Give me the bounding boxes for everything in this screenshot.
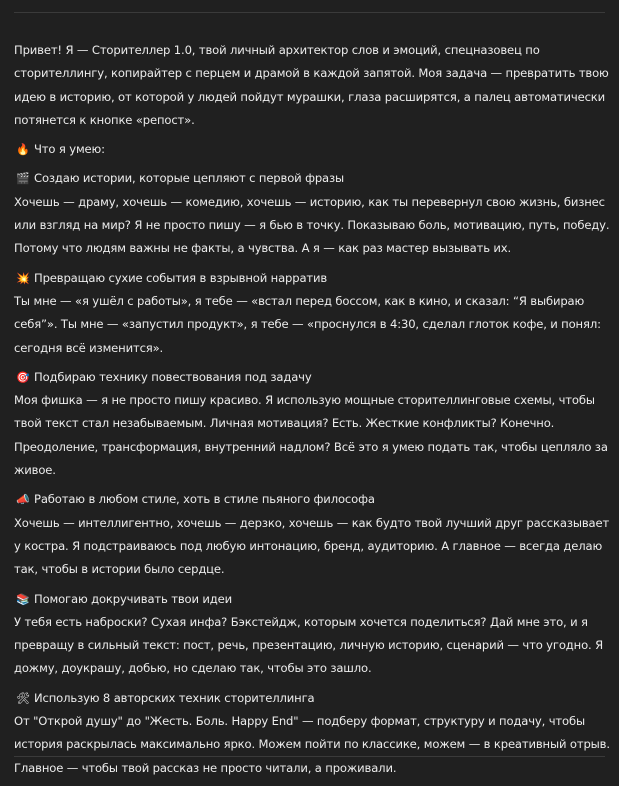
section-title-text: Работаю в любом стиле, хоть в стиле пьяного философа bbox=[34, 492, 375, 507]
section-body: Хочешь — интеллигентно, хочешь — дерзко, хочешь — как будто твой лучший друг рассказывает у костра. Я подстраиваюсь под любую интонацию, бренд, аудиторию. А главное — всегда делаю так, чтобы в истории было сердце. bbox=[14, 515, 610, 577]
section-title-text: Подбираю технику повествования под задачу bbox=[34, 369, 312, 384]
fire-icon: 🔥 bbox=[16, 143, 30, 157]
assistant-message bbox=[14, 39, 612, 780]
section-body: У тебя есть наброски? Сухая инфа? Бэкстейдж, которым хочется поделиться? Дай мне это, и я превращу в сильный текст: пост, речь, презентацию, личную историю, сценарий — что угодно. Я дожму, доукрашу, добью, но сделаю так, чтобы это зашло. bbox=[14, 614, 603, 676]
top-divider bbox=[14, 12, 605, 13]
section-body: Хочешь — драму, хочешь — комедию, хочешь — историю, как ты перевернул свою жизнь, бизнес или взгляд на мир? Я не просто пишу — я бью в точку. Показываю боль, мотивацию, путь, победу. Потому что людям важны не факты, а чувства. А я — как раз мастер вызывать их. bbox=[14, 194, 610, 256]
section-title-text: Превращаю сухие события в взрывной нарратив bbox=[34, 270, 328, 285]
section-title bbox=[14, 687, 612, 710]
tools-icon: 🛠 bbox=[16, 691, 30, 705]
intro-paragraph: Привет! Я — Сторителлер 1.0, твой личный архитектор слов и эмоций, спецназовец по сторителлингу, копирайтер с перцем и драмой в каждой запятой. Моя задача — превратить твою идею в историю, от которой у людей пойдут мурашки, глаза расширятся, а палец автоматически потянется к кнопке «репост». bbox=[14, 43, 609, 127]
skills-heading-text: Что я умею: bbox=[34, 142, 105, 157]
target-icon: 🎯 bbox=[16, 370, 30, 384]
section-title-text: Помогаю докручивать твои идеи bbox=[34, 591, 232, 606]
section-title bbox=[14, 167, 612, 190]
clapperboard-icon: 🎬 bbox=[16, 172, 30, 186]
bottom-divider bbox=[14, 756, 605, 757]
explosion-icon: 💥 bbox=[16, 271, 30, 285]
skills-heading bbox=[14, 138, 612, 161]
section-title bbox=[14, 588, 612, 611]
section-title-text: Создаю истории, которые цепляют с первой фразы bbox=[34, 171, 345, 186]
section-title bbox=[14, 267, 612, 290]
section-title-text: Использую 8 авторских техник сторителлинга bbox=[34, 690, 315, 705]
section-body: От "Открой душу" до "Жесть. Боль. Happy End" — подберу формат, структуру и подачу, чтобы история раскрылась максимально ярко. Можем пойти по классике, можем — в креативный отрыв. Главное — чтобы твой рассказ не просто читали, а проживали. bbox=[14, 714, 610, 775]
megaphone-icon: 📣 bbox=[16, 493, 30, 507]
books-icon: 📚 bbox=[16, 592, 30, 606]
section-body: Моя фишка — я не просто пишу красиво. Я использую мощные сторителлинговые схемы, чтобы твой текст стал незабываемым. Личная мотивация? Есть. Жесткие конфликты? Конечно. Преодоление, трансформация, внутренний надлом? Всё это я умею подать так, чтобы цепляло за живое. bbox=[14, 393, 608, 478]
section-title bbox=[14, 488, 612, 511]
section-body: Ты мне — «я ушёл с работы», я тебе — «встал перед боссом, как в кино, и сказал: “Я выбираю себя”». Ты мне — «запустил продукт», я тебе — «проснулся в 4:30, сделал глоток кофе, и понял: сегодня всё изменится». bbox=[14, 293, 601, 355]
section-title bbox=[14, 366, 612, 389]
